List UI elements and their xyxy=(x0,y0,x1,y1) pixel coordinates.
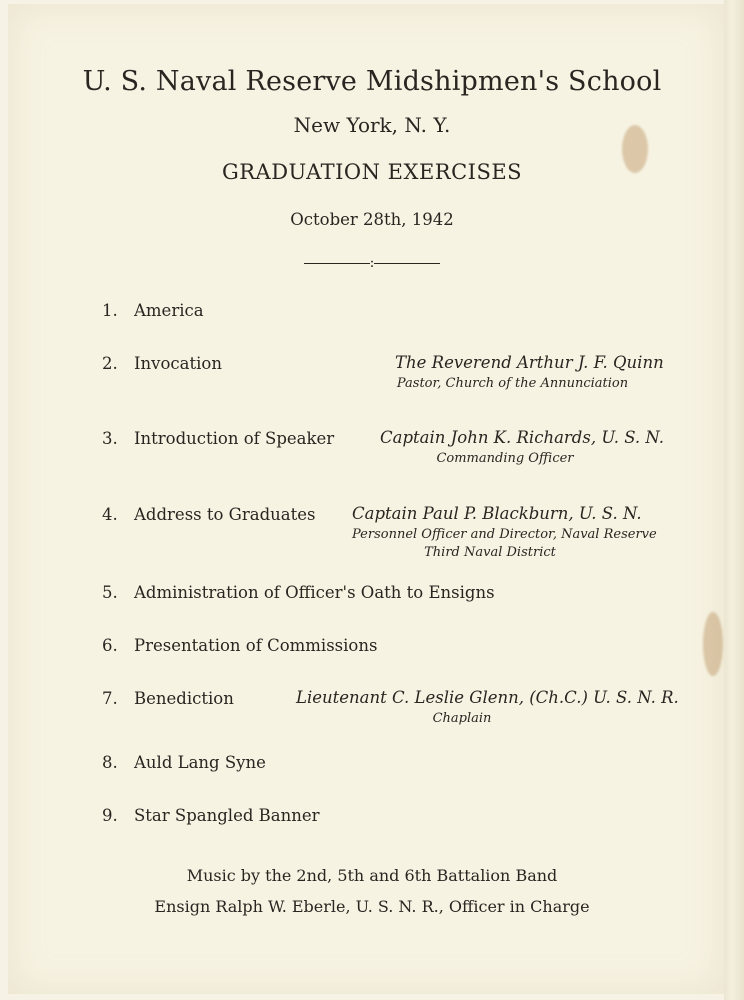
officiant-role: Commanding Officer xyxy=(436,451,574,466)
stain xyxy=(703,612,723,676)
officiant-role: Third Naval District xyxy=(424,545,556,560)
officiant-block xyxy=(352,504,657,561)
officiant-role: Personnel Officer and Director, Naval Reserve xyxy=(352,527,657,542)
officiant-block xyxy=(380,428,665,467)
program-page xyxy=(8,4,725,994)
school-title: U. S. Naval Reserve Midshipmen's School xyxy=(82,66,662,97)
program-item: 1. America xyxy=(102,301,204,320)
officiant-name: Captain Paul P. Blackburn, U. S. N. xyxy=(352,504,642,523)
event-heading: GRADUATION EXERCISES xyxy=(221,160,523,184)
program-item: 6. Presentation of Commissions xyxy=(102,636,378,655)
officiant-role: Chaplain xyxy=(432,711,492,726)
officiant-role: Pastor, Church of the Annunciation xyxy=(396,376,629,391)
officiant-name: Lieutenant C. Leslie Glenn, (Ch.C.) U. S. N. R. xyxy=(296,688,679,707)
officiant-name: Captain John K. Richards, U. S. N. xyxy=(380,428,665,447)
officiant-name: The Reverend Arthur J. F. Quinn xyxy=(395,353,664,372)
music-credit: Music by the 2nd, 5th and 6th Battalion Band xyxy=(186,866,558,885)
divider: : xyxy=(0,255,744,271)
program-item: 7. Benediction xyxy=(102,689,234,708)
program-item: 5. Administration of Officer's Oath to Ensigns xyxy=(102,583,495,602)
program-item: 2. Invocation xyxy=(102,354,222,373)
program-item: 3. Introduction of Speaker xyxy=(102,429,335,448)
officiant-block xyxy=(296,688,679,727)
band-officer-credit: Ensign Ralph W. Eberle, U. S. N. R., Officer in Charge xyxy=(154,897,590,916)
program-item: 9. Star Spangled Banner xyxy=(102,806,320,825)
program-item: 8. Auld Lang Syne xyxy=(102,753,266,772)
officiant-block xyxy=(395,353,664,392)
event-date: October 28th, 1942 xyxy=(290,210,454,229)
page-edge xyxy=(724,0,744,1000)
program-item: 4. Address to Graduates xyxy=(102,505,316,524)
location: New York, N. Y. xyxy=(293,113,451,137)
